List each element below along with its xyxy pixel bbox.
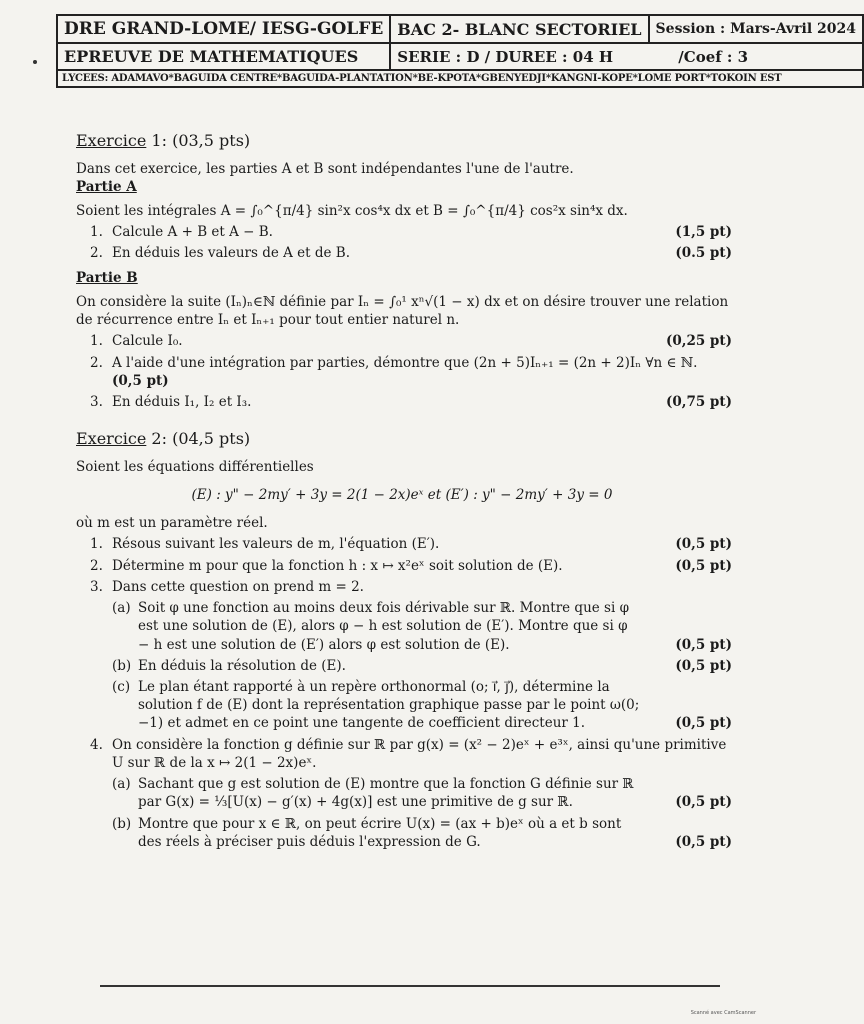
exam-content — [72, 130, 732, 854]
exercise-2-intro: Soient les équations différentielles — [76, 458, 314, 475]
question-a2: 2. En déduis les valeurs de A et de B. (0.5 pt) — [90, 245, 732, 262]
question-2-3a: (a) Soit φ une fonction au moins deux fois dérivable sur ℝ. Montre que si φ est une solution de (E), alors φ − h est solution de (E′). Montre que si φ − h est une solution de (E′) alors φ est solution de (E). (0,5 pt) — [112, 600, 732, 653]
question-b2: 2. A l'aide d'une intégration par parties, démontre que (2n + 5)Iₙ₊₁ = (2n + 2)Iₙ ∀n ∈ ℕ. (0,5 pt) — [90, 354, 698, 389]
school-cell: DRE GRAND-LOME/ IESG-GOLFE — [57, 15, 390, 43]
question-2-1: 1. Résous suivant les valeurs de m, l'équation (E′). (0,5 pt) — [90, 536, 732, 553]
scanner-watermark: Scanné avec CamScanner — [690, 1010, 756, 1016]
exercise-2-title: Exercice 2: (04,5 pts) — [76, 429, 251, 449]
parameter-note: où m est un paramètre réel. — [76, 515, 268, 532]
question-2-3c: (c) Le plan étant rapporté à un repère orthonormal (o; i⃗, j⃗), détermine la solution f de (E) dont la représentation graphique passe par le point ω(0; −1) et admet en ce point une tangente de coefficient directeur 1. (0,5 pt) — [112, 679, 732, 732]
session-cell: Session : Mars-Avril 2024 — [649, 15, 863, 43]
question-b3: 3. En déduis I₁, I₂ et I₃. (0,75 pt) — [90, 394, 732, 410]
part-b-heading: Partie B — [76, 269, 138, 286]
question-2-3: 3. Dans cette question on prend m = 2. — [90, 578, 364, 595]
lycees-cell: LYCEES: ADAMAVO*BAGUIDA CENTRE*BAGUIDA-PLANTATION*BE-KPOTA*GBENYEDJI*KANGNI-KOPE*LOME PORT*TOKOIN EST — [57, 70, 863, 87]
exercise-1-title: Exercice 1: (03,5 pts) — [76, 131, 251, 150]
subject-cell: EPREUVE DE MATHEMATIQUES — [57, 43, 390, 70]
question-2-4: 4. On considère la fonction g définie sur ℝ par g(x) = (x² − 2)eˣ + e³ˣ, ainsi qu'une primitive U sur ℝ de la x ↦ 2(1 − 2x)eˣ. — [90, 736, 727, 771]
part-b-intro: On considère la suite (Iₙ)ₙ∈ℕ définie par Iₙ = ∫₀¹ xⁿ√(1 − x) dx et on désire trouver une relation de récurrence entre Iₙ et Iₙ₊₁ pour tout entier naturel n. — [76, 293, 729, 329]
serie-cell — [390, 43, 863, 70]
scan-mark — [33, 60, 37, 64]
question-b1: 1. Calcule I₀. (0,25 pt) — [90, 333, 732, 350]
bottom-rule — [100, 985, 720, 987]
question-2-4a: (a) Sachant que g est solution de (E) montre que la fonction G définie sur ℝ par G(x) = ⅓[U(x) − g′(x) + 4g(x)] est une primitive de g sur ℝ. (0,5 pt) — [112, 776, 732, 811]
serie-duree: SERIE : D / DUREE : 04 H — [397, 47, 614, 66]
coef: /Coef : 3 — [678, 47, 749, 66]
differential-equations: (E) : y" − 2my′ + 3y = 2(1 − 2x)eˣ et (E′) : y" − 2my′ + 3y = 0 — [191, 487, 613, 504]
question-2-3b: (b) En déduis la résolution de (E). (0,5 pt) — [112, 657, 732, 674]
part-a-heading: Partie A — [76, 178, 137, 195]
part-a-intro: Soient les intégrales A = ∫₀^{π/4} sin²x cos⁴x dx et B = ∫₀^{π/4} cos²x sin⁴x dx. — [76, 203, 628, 220]
exam-cell: BAC 2- BLANC SECTORIEL — [390, 15, 648, 43]
question-2-2: 2. Détermine m pour que la fonction h : x ↦ x²eˣ soit solution de (E). (0,5 pt) — [90, 557, 732, 574]
question-2-4b: (b) Montre que pour x ∈ ℝ, on peut écrire U(x) = (ax + b)eˣ où a et b sont des réels à préciser puis déduis l'expression de G. (0,5 pt) — [112, 815, 732, 850]
exercise-1-intro: Dans cet exercice, les parties A et B sont indépendantes l'une de l'autre. — [76, 160, 574, 177]
exam-header — [56, 14, 864, 88]
question-a1: 1. Calcule A + B et A − B. (1,5 pt) — [90, 224, 732, 241]
